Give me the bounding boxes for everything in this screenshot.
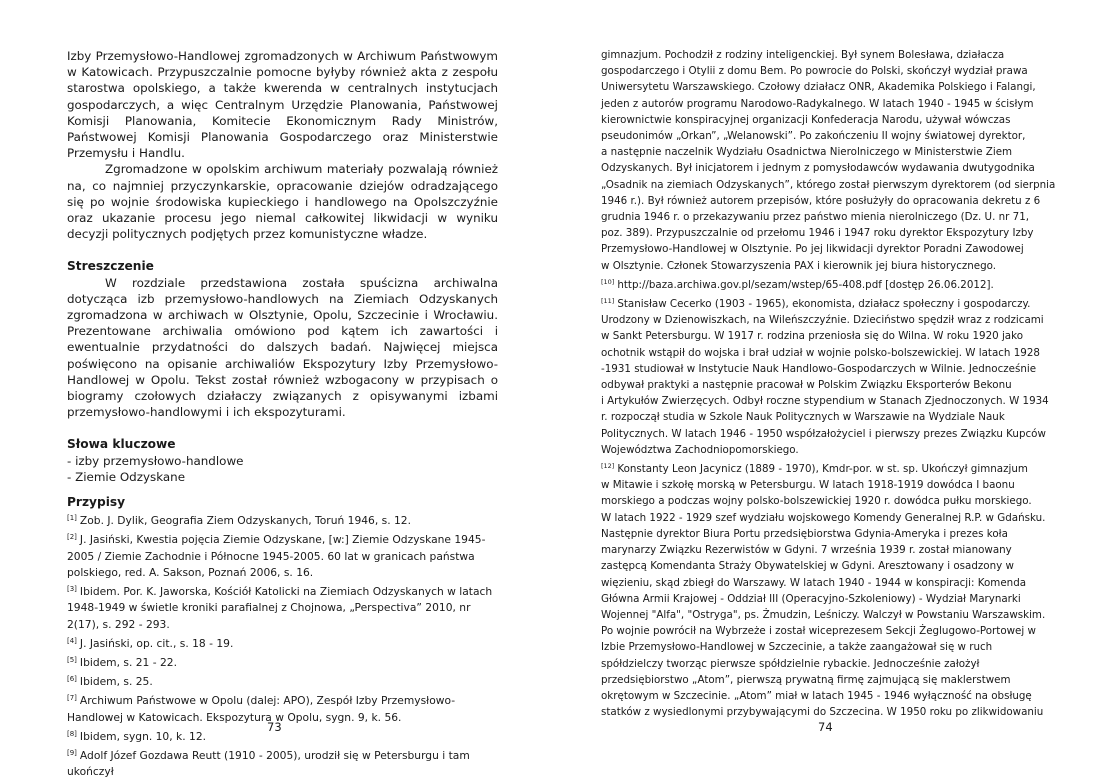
footnote-text: Ibidem, s. 25. xyxy=(79,675,153,689)
footnote-line-text: marynarzy Związku Rezerwistów w Gdyni. 7 września 1939 r. został mianowany xyxy=(601,544,1012,557)
footnote-marker: [8] xyxy=(67,729,77,738)
footnote-marker: [6] xyxy=(67,675,77,684)
footnote xyxy=(67,690,498,725)
footnote-line xyxy=(601,591,1032,607)
footnote-line xyxy=(601,656,1032,672)
footnote xyxy=(67,726,498,745)
footnote-line-text: poz. 389). Przypuszczalnie od przełomu 1946 i 1947 roku dyrektor Ekspozytury Izby xyxy=(601,227,1034,240)
footnote-line-text: kierownictwie konspiracyjnej organizacji Konfederacja Narodu, używał wówczas xyxy=(601,113,1011,126)
footnote-line-text: w Sankt Petersburgu. W 1917 r. rodzina przeniosła się do Wilna. W roku 1920 jako xyxy=(601,330,1024,343)
footnote-line xyxy=(601,293,1032,312)
footnote-line-text: i Artykułów Zwierzęcych. Odbył roczne stypendium w Stanach Zjednoczonych. W 1934 xyxy=(601,395,1049,408)
footnote-line xyxy=(601,160,1035,176)
footnote-line xyxy=(601,558,1032,574)
footnote-line xyxy=(601,361,1037,377)
footnote-text: Adolf Józef Gozdawa Reutt (1910 - 2005), urodził się w Petersburgu i tam ukończył xyxy=(67,748,470,779)
footnote-line-text: gospodarczego i Otylii z domu Bem. Po powrocie do Polski, skończył wydział prawa xyxy=(601,65,1028,78)
footnote-line xyxy=(601,542,1032,558)
keywords-heading: Słowa kluczowe xyxy=(67,437,176,452)
footnote-line-text: r. rozpoczął studia w Szkole Nauk Politycznych w Warszawie na Wydziale Nauk xyxy=(601,411,1005,424)
footnote-line xyxy=(601,274,1032,293)
footnote-line-text: przedsiębiorstwo „Atom”, pierwszą prywatną firmę zajmującą się maklerstwem xyxy=(601,673,1011,686)
footnote xyxy=(67,652,498,671)
footnote-line-text: W latach 1922 - 1929 szef wydziału wojskowego Komendy Generalnej R.P. w Gdańsku. xyxy=(601,511,1046,524)
footnote-marker: [5] xyxy=(67,655,77,664)
footnote-line-text: odbywał praktyki a następnie pracował w Polskim Związku Eksporterów Bekonu xyxy=(601,379,1012,392)
footnote-marker: [1] xyxy=(67,514,77,523)
footnote-line xyxy=(601,193,1041,209)
footnote-line xyxy=(601,510,1046,526)
footnote-line-text: 1946 r.). Był również autorem przepisów, które posłużyły do opracowania dekretu z 6 xyxy=(601,194,1041,207)
body-paragraph-2: Zgromadzone w opolskim archiwum materiały pozwalają również na, co najmniej przyczynkarskie, opracowanie dziejów odradzającego się po wojnie środowiska kupieckiego i handlowego na Opolszczyźnie oraz ukazanie procesu jego niemal całkowitej likwidacji w wyniku decyzji politycznych podjętych przez komunistyczne władze. xyxy=(67,162,498,242)
footnote-line-text: Politycznych. W latach 1946 - 1950 współzałożyciel i pierwszy prezes Związku Kupców xyxy=(601,427,1046,440)
footnote-marker: [12] xyxy=(601,462,615,471)
footnote-line xyxy=(601,458,1032,477)
footnote-line-text: grudnia 1946 r. o przekazywaniu przez państwo mienia nierolniczego (Dz. U. nr 71, xyxy=(601,211,1030,224)
footnote-line xyxy=(601,47,1032,63)
footnote-marker: [10] xyxy=(601,277,615,286)
footnote-text: J. Jasiński, Kwestia pojęcia Ziemie Odzyskane, [w:] Ziemie Odzyskane 1945-2005 / Ziemie Zachodnie i Północne 1945-2005. 60 lat w granicach państwa polskiego, red. A. Sakson, Poznań 2006, s. 16. xyxy=(67,533,486,579)
footnote-line-text: w Olsztynie. Członek Stowarzyszenia PAX i kierownik jej biura historycznego. xyxy=(601,259,997,272)
footnote-line-text: Województwa Zachodniopomorskiego. xyxy=(601,443,799,456)
footnote-line xyxy=(601,112,1032,128)
footnote-line-text: ochotnik wstąpił do wojska i brał udział w wojnie polsko-bolszewickiej. W latach 1928 xyxy=(601,346,1040,359)
footnote-line xyxy=(601,345,1040,361)
footnote-marker: [11] xyxy=(601,297,615,306)
footnote-line xyxy=(601,607,1046,623)
footnote xyxy=(67,529,498,581)
footnote-line xyxy=(601,639,1032,655)
summary-paragraph: W rozdziale przedstawiona została spuścizna archiwalna dotycząca izb przemysłowo-handlowych na Ziemiach Odzyskanych zgromadzona w archiwach w Olsztynie, Opolu, Szczecinie i Wrocławiu. Prezentowane archiwalia omówiono pod kątem ich zawartości i ewentualnie przydatności do dalszych badań. Najwięcej miejsca poświęcono na opisanie archiwaliów Ekspozytury Izby Przemysłowo-Handlowej w Opolu. Tekst został również wzbogacony w przypisach o biogramy czołowych działaczy związanych z opisywanymi izbami przemysłowo-handlowymi i ich ekspozyturami. xyxy=(67,275,498,420)
footnotes-list xyxy=(67,510,498,780)
footnote-line-text: Po wojnie powrócił na Wybrzeże i został wiceprezesem Sekcji Żeglugowo-Portowej w xyxy=(601,625,1036,638)
footnote-line-text: Konstanty Leon Jacynicz (1889 - 1970), Kmdr-por. w st. sp. Ukończył gimnazjum xyxy=(617,463,1028,476)
keyword-item: - izby przemysłowo-handlowe xyxy=(67,453,244,468)
footnote-marker: [2] xyxy=(67,533,77,542)
summary-heading: Streszczenie xyxy=(67,259,154,274)
footnote-line-text: pseudonimów „Orkan”, „Welanowski”. Po zakończeniu II wojny światowej dyrektor, xyxy=(601,130,1026,143)
footnote-text: Ibidem, sygn. 10, k. 12. xyxy=(79,729,207,743)
footnote-line-text: w Mitawie i szkołę morską w Petersburgu. W latach 1918-1919 dowódca I baonu xyxy=(601,479,1015,492)
footnote-line xyxy=(601,575,1032,591)
footnote-line-text: jeden z autorów programu Narodowo-Radykalnego. W latach 1940 - 1945 w ścisłym xyxy=(601,97,1034,110)
footnote xyxy=(67,745,498,780)
footnote xyxy=(67,581,498,633)
keyword-item: - Ziemie Odzyskane xyxy=(67,469,186,484)
footnote-line-text: statków z wysiedlonymi przybywającymi do Szczecina. W 1950 roku po zlikwidowaniu xyxy=(601,706,1044,719)
footnote-line xyxy=(601,312,1044,328)
footnote-line-text: okrętowym w Szczecinie. „Atom” miał w latach 1945 - 1946 wyłączność na obsługę xyxy=(601,689,1032,702)
footnote-line xyxy=(601,493,1032,509)
footnote-line-text: zastępcą Komendanta Straży Obywatelskiej w Gdyni. Aresztowany i osadzony w xyxy=(601,560,1014,573)
footnote-text: J. Jasiński, op. cit., s. 18 - 19. xyxy=(79,636,234,650)
footnote-text: Ibidem. Por. K. Jaworska, Kościół Katolicki na Ziemiach Odzyskanych w latach 1948-1949 w świetle kroniki parafialnej z Chojnowa, „Perspectiva” 2010, nr 2(17), s. 292 - 293. xyxy=(67,585,493,631)
footnotes-heading: Przypisy xyxy=(67,495,126,510)
footnote-line xyxy=(601,79,1036,95)
footnote-line xyxy=(601,623,1036,639)
footnote-line xyxy=(601,377,1032,393)
footnote-line xyxy=(601,144,1032,160)
footnote-line xyxy=(601,328,1032,344)
footnote-line xyxy=(601,241,1032,257)
footnote-line xyxy=(601,526,1032,542)
footnote-line xyxy=(601,393,1049,409)
footnote xyxy=(67,671,498,690)
footnote-line-text: Przemysłowo-Handlowej w Olsztynie. Po jej likwidacji dyrektor Poradni Zawodowej xyxy=(601,243,1024,256)
page-number-left: 73 xyxy=(267,720,282,734)
footnote xyxy=(67,510,498,529)
footnotes-continued xyxy=(601,47,1056,720)
footnote-text: Archiwum Państwowe w Opolu (dalej: APO), Zespół Izby Przemysłowo-Handlowej w Katowicach. Ekspozytura w Opolu, sygn. 9, k. 56. xyxy=(67,694,456,724)
footnote-line xyxy=(601,96,1032,112)
footnote-line xyxy=(601,177,1056,193)
footnote-line-text: więzieniu, skąd zbiegł do Warszawy. W latach 1940 - 1944 w konspiracji: Komenda xyxy=(601,576,1027,589)
footnote-line-text: Wojennej "Alfa", "Ostryga", ps. Żmudzin, Leśniczy. Walczył w Powstaniu Warszawskim. xyxy=(601,608,1046,621)
footnote-marker: [7] xyxy=(67,694,77,703)
footnote-line xyxy=(601,63,1032,79)
footnote-marker: [3] xyxy=(67,585,77,594)
left-page xyxy=(67,0,498,779)
footnote-line-text: spółdzielczy tworząc pierwsze spółdzielnie rybackie. Jednocześnie założył xyxy=(601,657,980,670)
footnote-line-text: morskiego a podczas wojny polsko-bolszewickiej 1920 r. dowódca pułku morskiego. xyxy=(601,495,1032,508)
footnote-line-text: http://baza.archiwa.gov.pl/sezam/wstep/65-408.pdf [dostęp 26.06.2012]. xyxy=(617,278,994,291)
right-page xyxy=(601,0,1056,776)
footnote-marker: [9] xyxy=(67,748,77,757)
footnote-line-text: „Osadnik na ziemiach Odzyskanych”, którego został pierwszym dyrektorem (od sierpnia xyxy=(601,178,1056,191)
footnote-marker: [4] xyxy=(67,636,77,645)
footnote-line xyxy=(601,225,1032,241)
footnote-line-text: Izbie Przemysłowo-Handlowej w Szczecinie, a także zaangażował się w ruch xyxy=(601,641,993,654)
footnote-line xyxy=(601,128,1032,144)
footnote-line-text: Urodzony w Dzienowiszkach, na Wileńszczyźnie. Dzieciństwo spędził wraz z rodzicami xyxy=(601,314,1044,327)
footnote-line xyxy=(601,426,1046,442)
footnote-line xyxy=(601,477,1032,493)
footnote-line-text: a następnie naczelnik Wydziału Osadnictwa Nierolniczego w Ministerstwie Ziem xyxy=(601,146,1013,159)
body-paragraph-1: Izby Przemysłowo-Handlowej zgromadzonych w Archiwum Państwowym w Katowicach. Przypuszczalnie pomocne byłyby również akta z zespołu starostwa opolskiego, a także kwerenda w centralnych instytucjach gospodarczych, a więc Centralnym Urzędzie Planowania, Państwowej Komisji Planowania, Komitecie Ekonomicznym Rady Ministrów, Państwowej Komisji Planowania Gospodarczego oraz Ministerstwie Przemysłu i Handlu. xyxy=(67,49,498,161)
footnote-line-text: Stanisław Cecerko (1903 - 1965), ekonomista, działacz społeczny i gospodarczy. xyxy=(617,298,1031,311)
footnote-line xyxy=(601,688,1032,704)
footnote-line xyxy=(601,442,1032,458)
footnote-text: Ibidem, s. 21 - 22. xyxy=(79,655,178,669)
footnote-line xyxy=(601,258,1032,274)
footnote-line-text: Odzyskanych. Był inicjatorem i jednym z pomysłodawców wydawania dwutygodnika xyxy=(601,162,1035,175)
footnote-text: Zob. J. Dylik, Geografia Ziem Odzyskanych, Toruń 1946, s. 12. xyxy=(79,514,411,528)
footnote-line-text: Główna Armii Krajowej - Oddział III (Operacyjno-Szkoleniowy) - Wydział Marynarki xyxy=(601,592,1021,605)
footnote-line xyxy=(601,672,1032,688)
footnote-line-text: Następnie dyrektor Biura Portu przedsiębiorstwa Gdynia-Ameryka i prezes koła xyxy=(601,527,1008,540)
page-number-right: 74 xyxy=(818,720,833,734)
footnote xyxy=(67,633,498,652)
footnote-line-text: gimnazjum. Pochodził z rodziny inteligenckiej. Był synem Bolesława, działacza xyxy=(601,49,1005,61)
footnote-line xyxy=(601,704,1044,720)
footnote-line xyxy=(601,409,1032,425)
footnote-line-text: -1931 studiował w Instytucie Nauk Handlowo-Gospodarczych w Wilnie. Jednocześnie xyxy=(601,362,1037,375)
footnote-line xyxy=(601,209,1032,225)
footnote-line-text: Uniwersytetu Warszawskiego. Czołowy działacz ONR, Akademika Polskiego i Falangi, xyxy=(601,81,1036,94)
